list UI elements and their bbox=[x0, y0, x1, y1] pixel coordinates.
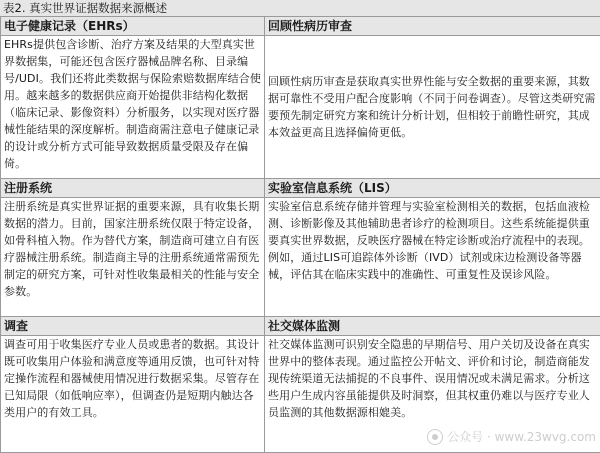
watermark bbox=[427, 429, 596, 445]
registry-heading: 注册系统 bbox=[1, 179, 265, 198]
wechat-logo-icon bbox=[427, 429, 443, 445]
lis-description: 实验室信息系统存储并管理与实验室检测相关的数据，包括血液检测、诊断影像及其他辅助患者诊疗的检测项目。这些系统能提供重要真实世界数据，反映医疗器械在特定诊断或治疗流程中的表现。例如，通过LIS可追踪体外诊断（IVD）试剂或床边检测设备等器械，评估其在临床实践中的准确性、可重复性及误诊风险。 bbox=[265, 198, 600, 317]
chart-review-description: 回顾性病历审查是获取真实世界性能与安全数据的重要来源，其数据可靠性不受用户配合度影响（不同于问卷调查）。尽管这类研究需要预先制定研究方案和统计分析计划，但相较于前瞻性研究，其成本效益更高且选择偏倚更低。 bbox=[265, 36, 600, 179]
ehr-description: EHRs提供包含诊断、治疗方案及结果的大型真实世界数据集，可能还包含医疗器械品牌名称、目录编号/UDI。我们还将此类数据与保险索赔数据库结合使用。越来越多的数据供应商开始提供非结构化数据（临床记录、影像资料）分析服务，以实现对医疗器械性能结果的深度解析。制造商需注意电子健康记录的设计或分析方式可能导致数据质量受限及存在偏倚。 bbox=[1, 36, 265, 179]
chart-review-heading: 回顾性病历审查 bbox=[265, 17, 600, 36]
survey-heading: 调查 bbox=[1, 317, 265, 336]
rwe-sources-table bbox=[0, 16, 600, 453]
social-media-description: 社交媒体监测可识别安全隐患的早期信号、用户关切及设备在真实世界中的整体表现。通过监控公开帖文、评价和讨论，制造商能发现传统渠道无法捕捉的不良事件、误用情况或未满足需求。分析这些用户生成内容虽能提供及时洞察，但其权重仍难以与医疗专业人员监测的其他数据源相媲美。 bbox=[265, 336, 600, 453]
ehr-heading: 电子健康记录（EHRs） bbox=[1, 17, 265, 36]
survey-description: 调查可用于收集医疗专业人员或患者的数据。其设计既可收集用户体验和满意度等通用反馈，也可针对特定操作流程和器械使用情况进行数据采集。尽管存在已知局限（如低响应率），但调查仍是短期内触达各类用户的有效工具。 bbox=[1, 336, 265, 453]
registry-description: 注册系统是真实世界证据的重要来源，具有收集长期数据的潜力。目前，国家注册系统仅限于特定设备，如骨科植入物。作为替代方案，制造商可建立自有医疗器械注册系统。制造商主导的注册系统通常需预先制定的研究方案，可针对性收集最相关的性能与安全参数。 bbox=[1, 198, 265, 317]
watermark-text: 公众号 · www.23wvg.com bbox=[447, 430, 596, 444]
social-media-heading: 社交媒体监测 bbox=[265, 317, 600, 336]
lis-heading: 实验室信息系统（LIS） bbox=[265, 179, 600, 198]
table-caption: 表2. 真实世界证据数据来源概述 bbox=[0, 0, 600, 16]
